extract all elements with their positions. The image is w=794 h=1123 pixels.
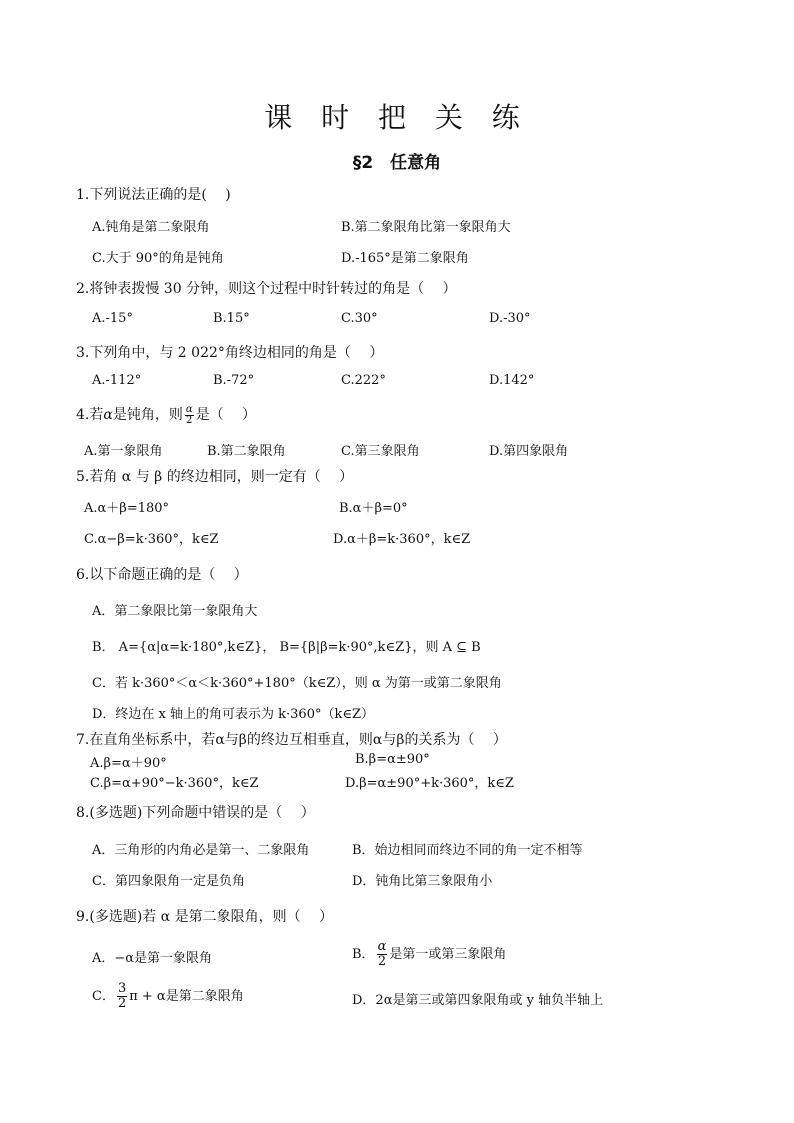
question-2-option-b: B.15°	[213, 311, 250, 326]
question-9-option-b: B． $\frac{\alpha}{2}$ 是第一或第三象限角	[352, 939, 507, 969]
question-6-option-d: D．终边在 x 轴上的角可表示为 k·360°（k∈Z）	[92, 707, 375, 722]
question-3-stem: 3.下列角中，与 2 022°角终边相同的角是（ ）	[76, 345, 384, 361]
question-3-option-a: A.-112°	[92, 373, 142, 388]
question-3-option-d: D.142°	[489, 373, 535, 388]
question-9-option-a: A．−α是第一象限角	[92, 951, 213, 966]
page-title: 课 时 把 关 练	[264, 101, 530, 134]
question-3-option-b: B.-72°	[213, 373, 255, 388]
question-8-stem: 8.(多选题)下列命题中错误的是（ ）	[76, 805, 315, 821]
question-7-option-c: C.β=α+90°−k·360°，k∈Z	[90, 776, 259, 791]
question-9-option-c: C． $\frac{3}{2}$ π + α是第二象限角	[92, 981, 244, 1011]
question-6-option-c: C．若 k·360°＜α＜k·360°+180°（k∈Z），则 α 为第一或第二象限角	[92, 676, 502, 691]
question-2-option-c: C.30°	[341, 311, 378, 326]
question-1-option-a: A.钝角是第二象限角	[92, 220, 210, 235]
question-5-option-c: C.α−β=k·360°，k∈Z	[84, 532, 219, 547]
alpha-over-2-fraction: $\frac{\alpha}{2}$	[185, 403, 193, 426]
question-6-option-a: A．第二象限比第一象限角大	[92, 604, 258, 619]
question-9-stem: 9.(多选题)若 α 是第二象限角，则（ ）	[76, 909, 334, 925]
question-1-stem: 1.下列说法正确的是( )	[76, 187, 231, 203]
question-1-option-c: C.大于 90°的角是钝角	[92, 251, 224, 266]
question-7-option-b: B.β=α±90°	[355, 752, 430, 767]
question-1-option-b: B.第二象限角比第一象限角大	[341, 220, 511, 235]
question-5-stem: 5.若角 α 与 β 的终边相同，则一定有（ ）	[76, 469, 354, 485]
question-5-option-b: B.α＋β=0°	[339, 501, 408, 516]
question-8-option-c: C．第四象限角一定是负角	[92, 874, 245, 889]
question-6-option-b: B． A={α|α=k·180°,k∈Z}， B={β|β=k·90°,k∈Z}，则 A ⊆ B	[92, 640, 481, 655]
question-6-stem: 6.以下命题正确的是（ ）	[76, 567, 248, 583]
question-8-option-b: B．始边相同而终边不同的角一定不相等	[352, 843, 583, 858]
question-2-stem: 2.将钟表拨慢 30 分钟，则这个过程中时针转过的角是（ ）	[76, 281, 457, 297]
question-7-stem: 7.在直角坐标系中，若α与β的终边互相垂直，则α与β的关系为（ ）	[76, 732, 507, 748]
question-4-option-a: A.第一象限角	[84, 444, 163, 459]
question-4-option-c: C.第三象限角	[341, 444, 420, 459]
question-9-option-d: D．2α是第三或第四象限角或 y 轴负半轴上	[352, 993, 604, 1008]
question-7-option-d: D.β=α±90°+k·360°，k∈Z	[345, 776, 514, 791]
question-1-option-d: D.-165°是第二象限角	[341, 251, 469, 266]
question-4-option-b: B.第二象限角	[207, 444, 286, 459]
alpha-over-2-fraction: $\frac{\alpha}{2}$	[377, 939, 387, 969]
question-7-option-a: A.β=α＋90°	[90, 756, 167, 771]
question-2-option-d: D.-30°	[489, 311, 531, 326]
question-4-stem: 4.若α是钝角，则 $\frac{\alpha}{2}$ 是（ ）	[76, 403, 257, 426]
question-2-option-a: A.-15°	[92, 311, 133, 326]
section-title: §2 任意角	[352, 153, 442, 173]
three-halves-fraction: $\frac{3}{2}$	[117, 981, 127, 1011]
question-4-option-d: D.第四象限角	[489, 444, 569, 459]
question-3-option-c: C.222°	[341, 373, 386, 388]
question-5-option-a: A.α＋β=180°	[84, 501, 170, 516]
question-8-option-a: A．三角形的内角必是第一、二象限角	[92, 843, 310, 858]
question-8-option-d: D．钝角比第三象限角小	[352, 874, 493, 889]
alpha-symbol: α	[103, 407, 113, 423]
question-5-option-d: D.α＋β=k·360°，k∈Z	[333, 532, 471, 547]
